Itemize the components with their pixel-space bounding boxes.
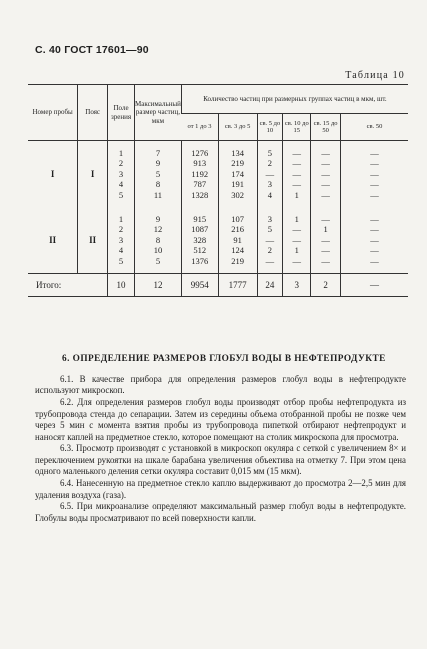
value: 1328 <box>191 189 209 200</box>
value: — <box>292 255 301 266</box>
table-caption: Таблица 10 <box>345 70 405 81</box>
value: — <box>292 234 301 245</box>
value: 2 <box>118 158 124 169</box>
g3-cell <box>257 141 283 208</box>
col-sample: Номер пробы <box>28 85 78 141</box>
value: 10 <box>153 245 163 256</box>
value: 915 <box>193 214 207 225</box>
g1-cell <box>181 207 218 274</box>
value: 216 <box>231 224 244 235</box>
value: — <box>265 255 275 266</box>
value: — <box>321 189 330 200</box>
sample-cell: I <box>50 168 55 179</box>
value: 2 <box>267 245 273 256</box>
col-field: Поле зрения <box>108 85 135 141</box>
total-label: Итого: <box>28 274 108 297</box>
value: 5 <box>118 255 124 266</box>
value: 12 <box>153 224 163 235</box>
value: 5 <box>267 148 273 158</box>
col-max-size: Максимальный размер частиц, мкм <box>135 85 182 141</box>
table-row <box>28 207 408 274</box>
value: 9 <box>155 214 161 225</box>
value: 3 <box>267 179 273 190</box>
value: 913 <box>193 158 207 169</box>
value: 1 <box>118 148 124 158</box>
value: 7 <box>155 148 161 158</box>
value: 9 <box>155 158 161 169</box>
belt-cell: II <box>78 207 108 274</box>
value: 1192 <box>191 168 209 179</box>
value: 302 <box>231 189 244 200</box>
value: 1 <box>294 214 299 225</box>
value: — <box>370 179 379 190</box>
total-max-size: 12 <box>135 274 182 297</box>
value: — <box>292 148 301 158</box>
value: — <box>321 168 330 179</box>
value: 219 <box>231 158 244 169</box>
value: — <box>321 214 330 225</box>
value: — <box>370 168 379 179</box>
value: 3 <box>267 214 273 225</box>
page-header: С. 40 ГОСТ 17601—90 <box>35 44 149 56</box>
g3-cell <box>257 207 283 274</box>
col-g3: св. 5 до 10 <box>257 114 283 141</box>
fields-cell <box>108 141 135 208</box>
g1-cell <box>181 141 218 208</box>
value: — <box>321 158 330 169</box>
value: — <box>265 234 275 245</box>
value: 1376 <box>191 255 209 266</box>
value: 1087 <box>191 224 209 235</box>
value: — <box>292 224 301 235</box>
value: 134 <box>231 148 244 158</box>
value: — <box>370 214 379 225</box>
value: 2 <box>267 158 273 169</box>
total-g6: — <box>340 274 408 297</box>
paragraph: 6.5. При микроанализе определяют максимальный размер глобул воды в нефтепродукте. Глобулы воды просматривают по всей поверхности капли. <box>35 501 406 523</box>
g4-cell <box>283 141 311 208</box>
paragraph: 6.3. Просмотр производят с установкой в микроскоп окуляра с сеткой с увеличением 8× и переключением рукоятки на шкале барабана увеличения объектива на отметку 7. При этом цена одного маленького деления сетки окуляра составит 0,015 мм (15 мкм). <box>35 443 406 477</box>
value: 1 <box>118 214 124 225</box>
g2-cell <box>218 207 257 274</box>
fields-cell <box>108 207 135 274</box>
sample-cell: II <box>49 234 57 245</box>
value: 4 <box>267 189 273 200</box>
max-size-cell <box>135 141 182 208</box>
col-g2: св. 3 до 5 <box>218 114 257 141</box>
value: 1 <box>294 189 299 200</box>
value: — <box>265 168 275 179</box>
col-g4: св. 10 до 15 <box>283 114 311 141</box>
value: 787 <box>193 179 207 190</box>
total-row <box>28 274 408 297</box>
col-belt: Пояс <box>78 85 108 141</box>
table-row <box>28 141 408 208</box>
value: 5 <box>267 224 273 235</box>
col-group: Количество частиц при размерных группах частиц в мкм, шт. <box>181 85 408 114</box>
body-text <box>35 374 406 525</box>
value: — <box>321 234 330 245</box>
particle-table <box>28 84 408 297</box>
paragraph: 6.1. В качестве прибора для определения размеров глобул воды в нефтепродукте используют микроскоп. <box>35 374 406 396</box>
value: 107 <box>231 214 244 225</box>
value: — <box>370 255 379 266</box>
value: 3 <box>118 234 124 245</box>
g4-cell <box>283 207 311 274</box>
g5-cell <box>311 141 341 208</box>
value: — <box>321 179 330 190</box>
value: 174 <box>231 168 244 179</box>
value: 1 <box>323 224 328 235</box>
value: — <box>370 189 379 200</box>
value: — <box>321 245 330 256</box>
value: 124 <box>231 245 244 256</box>
paragraph: 6.4. Нанесенную на предметное стекло каплю выдерживают до просмотра 2—2,5 мин для удаления воздуха (газа). <box>35 478 406 500</box>
col-g6: св. 50 <box>340 114 408 141</box>
paragraph: 6.2. Для определения размеров глобул воды производят отбор пробы нефтепродукта из трубопровода стенда до сепарации. Затем из середины объема отобранной пробы не позже чем через 5 мин с момента взятия пробы из трубопровода пипеткой отбирают нефтепродукт и наносят каплей на предметное стекло, которое помещают на столик микроскопа для просмотра. <box>35 397 406 442</box>
total-g2: 1777 <box>218 274 257 297</box>
value: — <box>370 234 379 245</box>
value: 3 <box>118 168 124 179</box>
value: — <box>370 245 379 256</box>
value: 5 <box>155 168 161 179</box>
col-g1: от 1 до 3 <box>181 114 218 141</box>
total-g5: 2 <box>311 274 341 297</box>
value: 2 <box>118 224 124 235</box>
g6-cell <box>340 141 408 208</box>
value: 191 <box>231 179 244 190</box>
value: 91 <box>233 234 242 245</box>
value: 5 <box>155 255 161 266</box>
value: 8 <box>155 234 161 245</box>
g6-cell <box>340 207 408 274</box>
value: 11 <box>153 189 163 200</box>
value: — <box>370 224 379 235</box>
value: 219 <box>231 255 244 266</box>
value: — <box>321 148 330 158</box>
max-size-cell <box>135 207 182 274</box>
total-g4: 3 <box>283 274 311 297</box>
value: — <box>292 158 301 169</box>
value: — <box>321 255 330 266</box>
value: 1276 <box>191 148 209 158</box>
value: 1 <box>294 245 299 256</box>
value: 8 <box>155 179 161 190</box>
total-fields: 10 <box>108 274 135 297</box>
value: — <box>370 158 379 169</box>
value: — <box>370 148 379 158</box>
col-g5: св. 15 до 50 <box>311 114 341 141</box>
value: — <box>292 168 301 179</box>
total-g3: 24 <box>257 274 283 297</box>
value: 328 <box>193 234 207 245</box>
g5-cell <box>311 207 341 274</box>
value: 4 <box>118 179 124 190</box>
value: 512 <box>193 245 207 256</box>
g2-cell <box>218 141 257 208</box>
section-title: 6. ОПРЕДЕЛЕНИЕ РАЗМЕРОВ ГЛОБУЛ ВОДЫ В НЕФТЕПРОДУКТЕ <box>62 354 386 364</box>
value: — <box>292 179 301 190</box>
value: 4 <box>118 245 124 256</box>
total-g1: 9954 <box>181 274 218 297</box>
belt-cell: I <box>78 141 108 208</box>
value: 5 <box>118 189 124 200</box>
